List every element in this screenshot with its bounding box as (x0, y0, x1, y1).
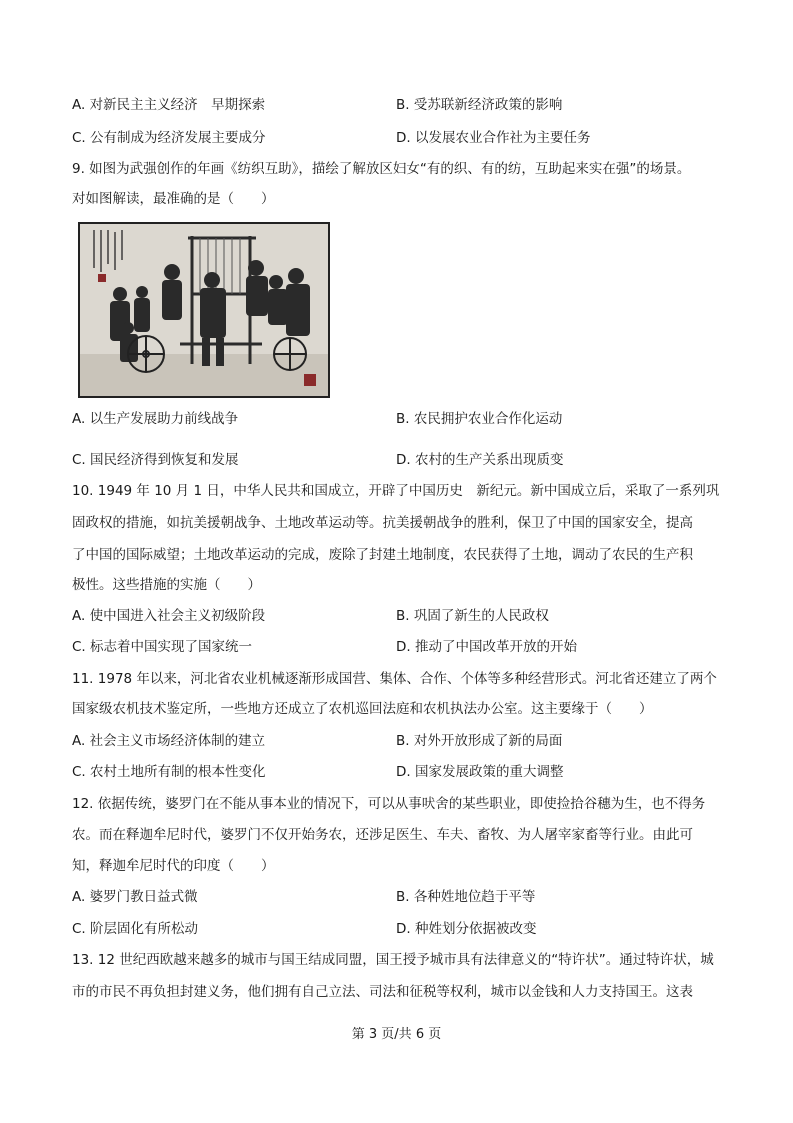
q9-option-d: D. 农村的生产关系出现质变 (396, 452, 564, 468)
q9-option-a: A. 以生产发展助力前线战争 (72, 411, 239, 427)
q11-option-c: C. 农村土地所有制的根本性变化 (72, 764, 266, 780)
q10-stem-line-3: 了中国的国际威望；土地改革运动的完成，废除了封建土地制度，农民获得了土地，调动了农民的生产积 (72, 547, 693, 563)
q11-option-d: D. 国家发展政策的重大调整 (396, 764, 564, 780)
q11-option-b: B. 对外开放形成了新的局面 (396, 733, 563, 749)
q10-stem-line-4: 极性。这些措施的实施（ ） (72, 577, 261, 593)
q11-stem-line-1: 11. 1978 年以来，河北省农业机械逐渐形成国营、集体、合作、个体等多种经营形式。河北省还建立了两个 (72, 671, 717, 687)
q8-option-c: C. 公有制成为经济发展主要成分 (72, 130, 266, 146)
weaving-scene-illustration (80, 224, 328, 396)
q10-option-a: A. 使中国进入社会主义初级阶段 (72, 608, 266, 624)
q8-option-b: B. 受苏联新经济政策的影响 (396, 97, 563, 113)
q12-option-c: C. 阶层固化有所松动 (72, 921, 199, 937)
q10-stem-line-2: 固政权的措施，如抗美援朝战争、土地改革运动等。抗美援朝战争的胜利，保卫了中国的国家安全，提高 (72, 515, 693, 531)
q11-stem-line-2: 国家级农机技术鉴定所，一些地方还成立了农机巡回法庭和农机执法办公室。这主要缘于（ ） (72, 701, 653, 717)
q12-stem-line-3: 知，释迦牟尼时代的印度（ ） (72, 858, 275, 874)
q11-option-a: A. 社会主义市场经济体制的建立 (72, 733, 266, 749)
q10-option-d: D. 推动了中国改革开放的开始 (396, 639, 577, 655)
q12-stem-line-2: 农。而在释迦牟尼时代，婆罗门不仅开始务农，还涉足医生、车夫、畜牧、为人屠宰家畜等行业。由此可 (72, 827, 693, 843)
q8-option-d: D. 以发展农业合作社为主要任务 (396, 130, 591, 146)
q12-option-b: B. 各种姓地位趋于平等 (396, 889, 536, 905)
q13-stem-line-2: 市的市民不再负担封建义务，他们拥有自己立法、司法和征税等权利，城市以金钱和人力支持国王。这表 (72, 984, 693, 1000)
q12-stem-line-1: 12. 依据传统，婆罗门在不能从事本业的情况下，可以从事吠舍的某些职业，即使捡拾谷穗为生，也不得务 (72, 796, 706, 812)
new-year-painting-figure (78, 222, 330, 398)
q9-option-c: C. 国民经济得到恢复和发展 (72, 452, 239, 468)
q9-option-b: B. 农民拥护农业合作化运动 (396, 411, 563, 427)
q13-stem-line-1: 13. 12 世纪西欧越来越多的城市与国王结成同盟，国王授予城市具有法律意义的“特许状”。通过特许状，城 (72, 952, 714, 968)
q10-option-b: B. 巩固了新生的人民政权 (396, 608, 549, 624)
q12-option-a: A. 婆罗门教日益式微 (72, 889, 198, 905)
page-number-footer: 第 3 页/共 6 页 (351, 1027, 442, 1042)
q10-stem-line-1: 10. 1949 年 10 月 1 日，中华人民共和国成立，开辟了中国历史 新纪元。新中国成立后，采取了一系列巩 (72, 483, 720, 499)
q10-option-c: C. 标志着中国实现了国家统一 (72, 639, 253, 655)
q12-option-d: D. 种姓划分依据被改变 (396, 921, 537, 937)
q9-stem-line-2: 对如图解读，最准确的是（ ） (72, 191, 275, 207)
q8-option-a: A. 对新民主主义经济 早期探索 (72, 97, 266, 113)
q9-stem-line-1: 9. 如图为武强创作的年画《纺织互助》，描绘了解放区妇女“有的织、有的纺，互助起来实在强”的场景。 (72, 161, 691, 177)
